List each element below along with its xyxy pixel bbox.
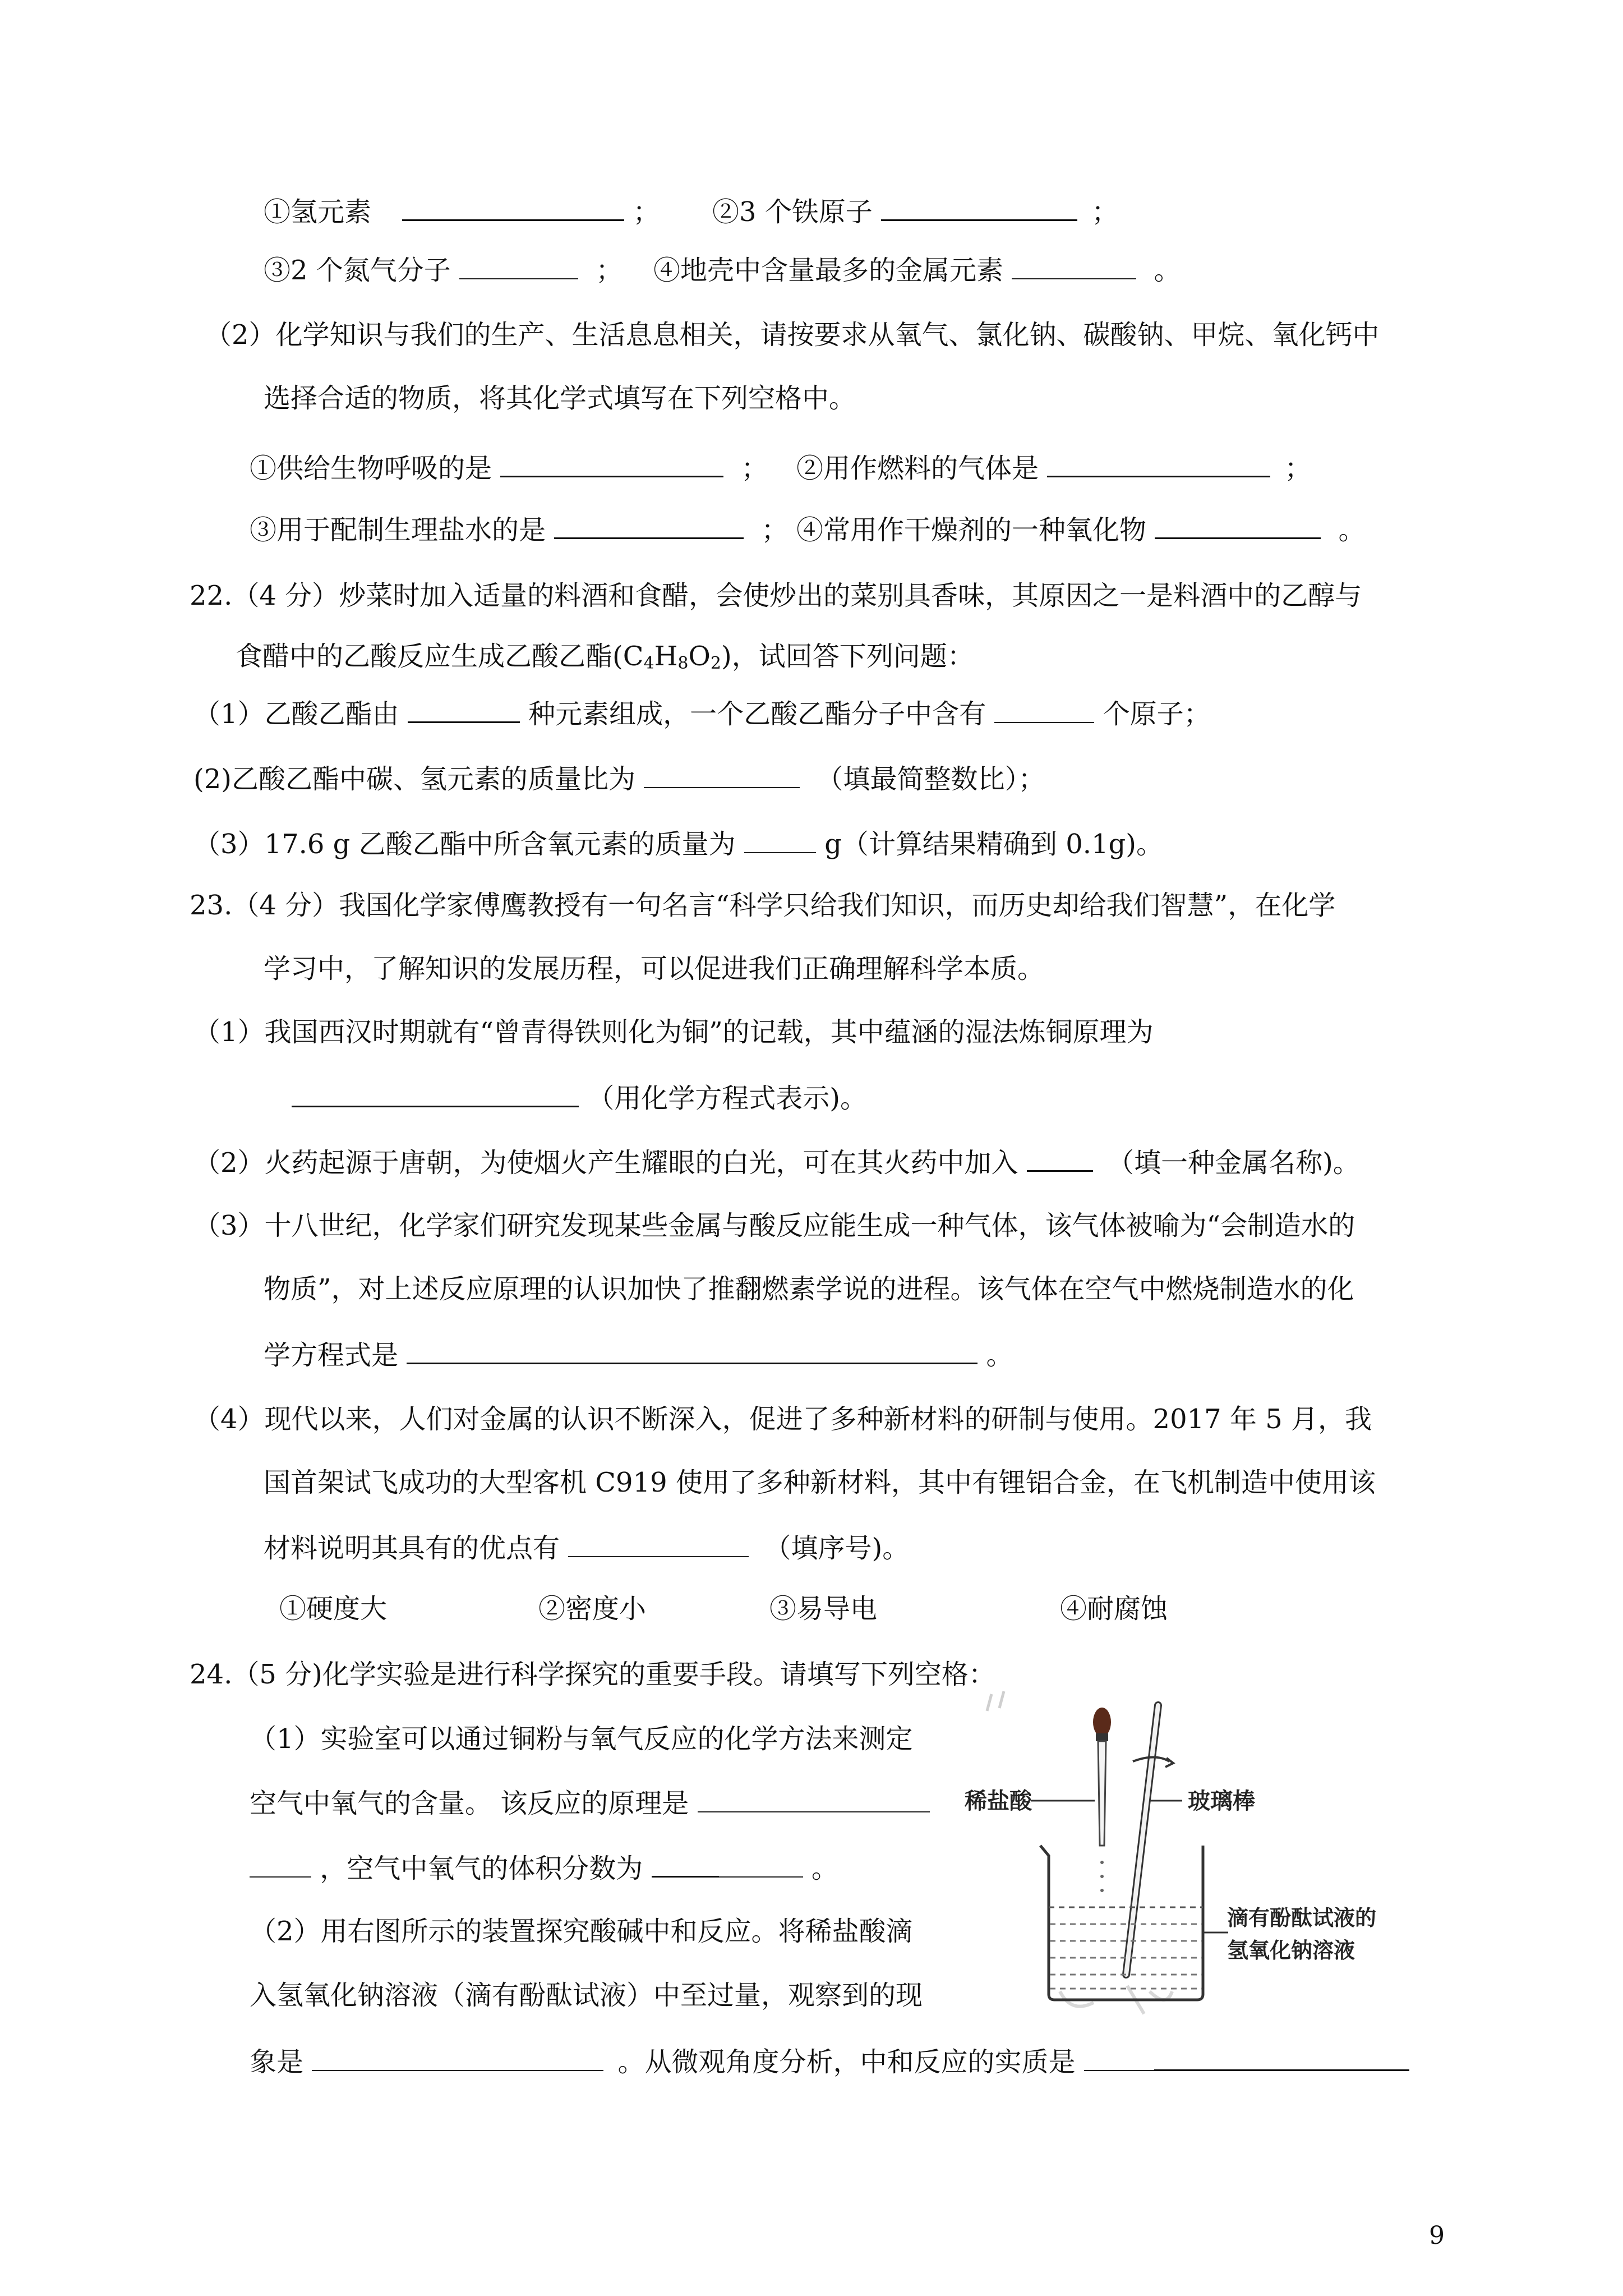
q21-line-b (712, 194, 1118, 229)
q24-p1-line1: （1）实验室可以通过铜粉与氧气反应的化学方法来测定 (250, 1723, 913, 1755)
q22-p1-text: （1）乙酸乙酯由 (193, 698, 399, 730)
q22-text: H (654, 641, 678, 672)
q24-p1-text: ，空气中氧气的体积分数为 (320, 1853, 643, 1884)
q21-line-c (264, 252, 623, 287)
q23-p4-line3 (264, 1530, 909, 1565)
answer-blank[interactable] (698, 1786, 930, 1812)
q23-line1: 23.（4 分）我国化学家傅鹰教授有一句名言“科学只给我们知识，而历史却给我们智慧”，在化学 (190, 890, 1336, 921)
q23-p3-text: 。 (986, 1340, 1013, 1371)
answer-blank[interactable] (1155, 512, 1321, 539)
q23-line2: 学习中，了解知识的发展历程，可以促进我们正确理解科学本质。 (264, 953, 1045, 984)
q23-p1-text: （用化学方程式表示)。 (587, 1083, 867, 1114)
subscript: 4 (643, 654, 654, 673)
label-solution-line1: 滴有酚酞试液的 (1227, 1906, 1377, 1930)
q21-line-d (653, 252, 1181, 287)
q24-p1-text: 空气中氧气的含量。 该反应的原理是 (250, 1788, 689, 1819)
q22-p3-text: g（计算结果精确到 0.1g)。 (824, 829, 1163, 860)
answer-blank[interactable] (250, 1851, 311, 1878)
watermark-mark (987, 1691, 1004, 1711)
q24-p2-line3 (250, 2044, 1409, 2079)
q22-line1: 22.（4 分）炒菜时加入适量的料酒和食醋，会使炒出的菜别具香味，其原因之一是料酒中的乙醇与 (190, 580, 1362, 611)
punct: 。 (1338, 514, 1366, 546)
answer-blank[interactable] (408, 696, 520, 723)
q24-line1: 24.（5 分)化学实验是进行科学探究的重要手段。请填写下列空格： (190, 1659, 995, 1690)
q21-line-a (264, 194, 660, 229)
answer-blank[interactable] (292, 1080, 579, 1107)
label-solution-line2: 氢氧化钠溶液 (1227, 1938, 1355, 1963)
q23-p4-text: 材料说明其具有的优点有 (264, 1533, 560, 1564)
q24-p2-text: 象是 (250, 2046, 304, 2078)
q23-p2-text: （填一种金属名称)。 (1107, 1147, 1360, 1179)
q21-part2-c (250, 512, 789, 547)
q24-p1-text: 。 (811, 1853, 838, 1884)
q24-p1-line3 (250, 1850, 838, 1885)
label-glass-rod: 玻璃棒 (1188, 1788, 1255, 1814)
q22-line2 (236, 639, 974, 680)
q21-c-label: ③2 个氮气分子 (264, 255, 451, 286)
answer-blank[interactable] (1154, 2044, 1409, 2071)
punct: ； (596, 255, 623, 286)
q22-p1-text: 种元素组成，一个乙酸乙酯分子中含有 (528, 698, 986, 730)
answer-blank[interactable] (1027, 1144, 1093, 1172)
q23-opt2: ②密度小 (538, 1593, 647, 1625)
q21-part2-b (796, 450, 1312, 485)
q23-p2 (193, 1144, 1360, 1180)
q22-p1-text: 个原子； (1103, 698, 1211, 730)
answer-blank[interactable] (644, 761, 800, 788)
q21-part2-c-label: ③用于配制生理盐水的是 (250, 514, 546, 546)
q23-opt1: ①硬度大 (279, 1593, 388, 1625)
q23-p1-line1: （1）我国西汉时期就有“曾青得铁则化为铜”的记载，其中蕴涵的湿法炼铜原理为 (193, 1016, 1154, 1048)
q23-p1-line2 (292, 1080, 867, 1115)
label-dilute-hcl: 稀盐酸 (965, 1788, 1032, 1814)
experiment-figure (965, 1677, 1424, 2036)
q22-text: )，试回答下列问题： (721, 641, 974, 672)
dropper-icon (1093, 1708, 1111, 1892)
q21-part2-a-label: ①供给生物呼吸的是 (250, 453, 492, 484)
subscript: 2 (710, 654, 721, 673)
q23-p3-line3 (264, 1337, 1013, 1372)
answer-blank[interactable] (459, 252, 578, 279)
punct: ； (1284, 453, 1312, 484)
q24-p2-line1: （2）用右图所示的装置探究酸碱中和反应。将稀盐酸滴 (250, 1916, 913, 1947)
q22-text: O (688, 641, 711, 672)
subscript: 8 (677, 654, 689, 673)
page-number: 9 (1429, 2221, 1445, 2250)
q23-p3-text: 学方程式是 (264, 1340, 399, 1371)
punct: 。 (1154, 255, 1181, 286)
q22-p2-text: (2)乙酸乙酯中碳、氢元素的质量比为 (193, 763, 635, 795)
q23-p4-text: （填序号)。 (764, 1533, 910, 1564)
punct: ； (741, 453, 768, 484)
q21-part2-line2: 选择合适的物质，将其化学式填写在下列空格中。 (264, 383, 856, 414)
q23-opt3: ③易导电 (769, 1593, 878, 1625)
glass-rod-icon (1126, 1705, 1173, 1975)
q21-part2-b-label: ②用作燃料的气体是 (796, 453, 1039, 484)
answer-blank[interactable] (881, 194, 1077, 221)
answer-blank[interactable] (1047, 450, 1270, 477)
answer-blank[interactable] (568, 1530, 749, 1557)
q21-part2-d (796, 512, 1366, 547)
q21-a-label: ①氢元素 (264, 196, 372, 228)
q21-b-label: ②3 个铁原子 (712, 196, 873, 228)
answer-blank[interactable] (1084, 2044, 1154, 2071)
q22-part2 (193, 761, 1045, 796)
q21-part2-a (250, 450, 768, 485)
punct: ； (1091, 196, 1119, 228)
answer-blank[interactable] (554, 512, 744, 539)
q23-p3-line2: 物质”，对上述反应原理的认识加快了推翻燃素学说的进程。该气体在空气中燃烧制造水的化 (264, 1273, 1354, 1305)
q21-d-label: ④地壳中含量最多的金属元素 (653, 255, 1004, 286)
q22-p3-text: （3）17.6 g 乙酸乙酯中所含氧元素的质量为 (193, 829, 736, 860)
answer-blank[interactable] (994, 696, 1094, 723)
answer-blank[interactable] (652, 1850, 719, 1878)
answer-blank[interactable] (744, 826, 816, 853)
q23-p4-line2: 国首架试飞成功的大型客机 C919 使用了多种新材料，其中有锂铝合金，在飞机制造中使用该 (264, 1467, 1376, 1498)
q24-p2-text: 。从微观角度分析，中和反应的实质是 (617, 2046, 1076, 2078)
q21-part2-d-label: ④常用作干燥剂的一种氧化物 (796, 514, 1147, 546)
answer-blank[interactable] (500, 450, 723, 477)
answer-blank[interactable] (719, 1851, 803, 1878)
q23-p4-line1: （4）现代以来，人们对金属的认识不断深入，促进了多种新材料的研制与使用。2017 年 5 月，我 (193, 1404, 1372, 1435)
answer-blank[interactable] (402, 194, 624, 221)
answer-blank[interactable] (407, 1337, 978, 1364)
answer-blank[interactable] (312, 2044, 603, 2071)
q23-p2-text: （2）火药起源于唐朝，为使烟火产生耀眼的白光，可在其火药中加入 (193, 1147, 1018, 1179)
beaker-icon (1040, 1846, 1203, 2000)
punct: ； (633, 196, 660, 228)
answer-blank[interactable] (1012, 252, 1136, 279)
q22-part3 (193, 826, 1163, 861)
q23-opt4: ④耐腐蚀 (1060, 1593, 1168, 1625)
q22-text: 食醋中的乙酸反应生成乙酸乙酯(C (236, 641, 644, 672)
q24-p1-line2 (250, 1786, 930, 1820)
q23-p3-line1: （3）十八世纪，化学家们研究发现某些金属与酸反应能生成一种气体，该气体被喻为“会制造水的 (193, 1210, 1355, 1241)
q21-part2-line1: （2）化学知识与我们的生产、生活息息相关，请按要求从氧气、氯化钠、碳酸钠、甲烷、氧化钙中 (205, 319, 1380, 351)
q22-part1 (193, 696, 1211, 731)
q22-p2-text: （填最简整数比）； (816, 763, 1045, 795)
punct: ； (761, 514, 789, 546)
q24-p2-line2: 入氢氧化钠溶液（滴有酚酞试液）中至过量，观察到的现 (250, 1980, 923, 2011)
